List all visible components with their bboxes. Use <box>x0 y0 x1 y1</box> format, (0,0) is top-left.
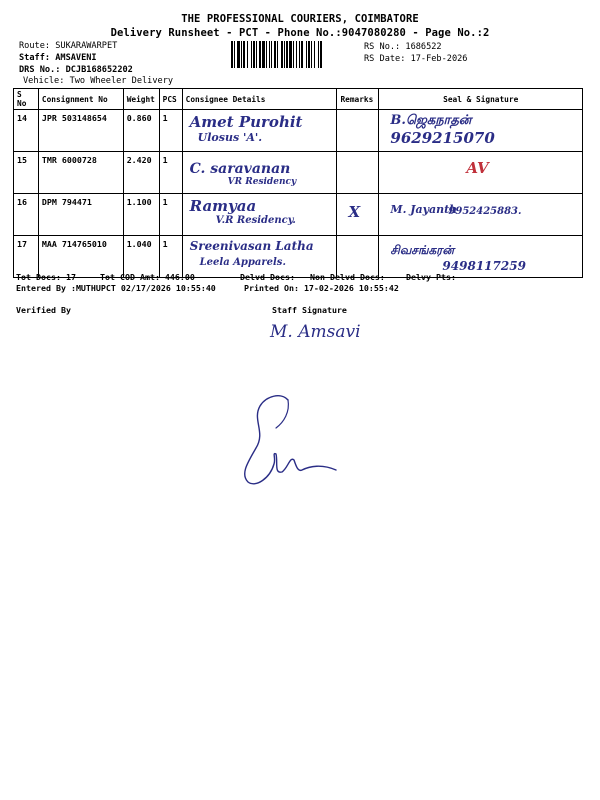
cell-weight: 1.040 <box>123 236 159 278</box>
consignee-handwriting-address: Ulosus 'A'. <box>197 131 263 144</box>
cell-weight: 0.860 <box>123 110 159 152</box>
consignee-handwriting-address: Leela Apparels. <box>199 257 286 268</box>
cell-consignment: MAA 714765010 <box>38 236 123 278</box>
col-header-consignee: Consignee Details <box>182 89 337 110</box>
consignee-handwriting-address: V.R Residency. <box>215 215 296 226</box>
consignee-handwriting-name: Amet Purohit <box>189 113 303 131</box>
staff-value: AMSAVENI <box>55 53 97 63</box>
staff-signature-handwriting: M. Amsavi <box>270 322 361 342</box>
route-label: Route: SUKARAWARPET <box>19 41 118 51</box>
table-row <box>14 236 583 278</box>
non-delivered-docs: Non Delvd Docs: <box>310 272 385 282</box>
delivery-points: Delvy Pts: <box>406 272 456 282</box>
cell-pcs: 1 <box>159 110 182 152</box>
seal-handwriting-phone: 9498117259 <box>442 259 526 273</box>
cell-sno: 16 <box>14 194 39 236</box>
staff-field <box>19 53 97 63</box>
runsheet-subtitle: Delivery Runsheet - PCT - Phone No.:9047080280 - Page No.:2 <box>110 27 490 39</box>
vehicle-label: Vehicle: Two Wheeler Delivery <box>23 76 174 86</box>
cell-consignee <box>182 110 337 152</box>
cell-weight: 2.420 <box>123 152 159 194</box>
table-header-row <box>14 89 583 110</box>
verified-by-label: Verified By <box>16 305 71 315</box>
seal-handwriting-name: AV <box>466 159 489 177</box>
cell-sno: 17 <box>14 236 39 278</box>
cell-consignee <box>182 152 337 194</box>
cell-remarks <box>337 110 379 152</box>
cell-pcs: 1 <box>159 236 182 278</box>
company-title: THE PROFESSIONAL COURIERS, COIMBATORE <box>181 13 419 25</box>
printed-on: Printed On: 17-02-2026 10:55:42 <box>244 283 399 293</box>
cell-consignment: JPR 503148654 <box>38 110 123 152</box>
cell-remarks <box>337 152 379 194</box>
col-header-weight: Weight <box>123 89 159 110</box>
cell-sno: 14 <box>14 110 39 152</box>
staff-label: Staff: <box>19 53 56 63</box>
cell-weight: 1.100 <box>123 194 159 236</box>
col-header-pcs: PCS <box>159 89 182 110</box>
cell-remarks <box>337 194 379 236</box>
drs-field <box>19 65 133 75</box>
cell-consignment: DPM 794471 <box>38 194 123 236</box>
tot-docs: Tot Docs: 17 <box>16 272 76 282</box>
cell-consignment: TMR 6000728 <box>38 152 123 194</box>
remarks-handwriting: X <box>348 203 361 221</box>
staff-signature-label: Staff Signature <box>272 305 347 315</box>
col-header-remarks: Remarks <box>337 89 379 110</box>
drs-value: DCJB168652202 <box>65 65 133 75</box>
consignee-handwriting-name: C. saravanan <box>189 161 291 177</box>
cell-sno: 15 <box>14 152 39 194</box>
table-row <box>14 152 583 194</box>
barcode-image <box>231 41 359 68</box>
seal-handwriting-name: சிவசங்கரன் <box>390 243 454 257</box>
cell-seal <box>379 194 583 236</box>
drs-label: DRS No.: <box>19 65 66 75</box>
seal-handwriting-phone: 9629215070 <box>390 129 495 147</box>
cell-seal <box>379 110 583 152</box>
table-row <box>14 194 583 236</box>
consignee-handwriting-name: Sreenivasan Latha <box>189 239 314 253</box>
seal-handwriting-name: B.ஜெகநாதன் <box>390 113 472 128</box>
cell-seal <box>379 152 583 194</box>
cell-pcs: 1 <box>159 194 182 236</box>
runsheet-table <box>13 88 583 278</box>
cell-pcs: 1 <box>159 152 182 194</box>
tot-cod-amount: Tot COD Amt: 446.00 <box>100 272 195 282</box>
consignee-handwriting-address: VR Residency <box>227 177 297 187</box>
consignee-handwriting-name: Ramyaa <box>189 197 257 215</box>
col-header-seal: Seal & Signature <box>379 89 583 110</box>
delivered-docs: Delvd Docs: <box>240 272 295 282</box>
table-row <box>14 110 583 152</box>
seal-handwriting-phone: 9952425883. <box>448 206 522 217</box>
rs-date: RS Date: 17-Feb-2026 <box>364 54 468 64</box>
col-header-consignment: Consignment No <box>38 89 123 110</box>
verifier-signature-scribble <box>226 392 356 492</box>
entered-by: Entered By :MUTHUPCT 02/17/2026 10:55:40 <box>16 283 216 293</box>
cell-consignee <box>182 194 337 236</box>
col-header-sno: S No <box>14 89 39 110</box>
rs-number: RS No.: 1686522 <box>364 42 442 52</box>
seal-handwriting-name: M. Jayanth <box>390 203 458 216</box>
